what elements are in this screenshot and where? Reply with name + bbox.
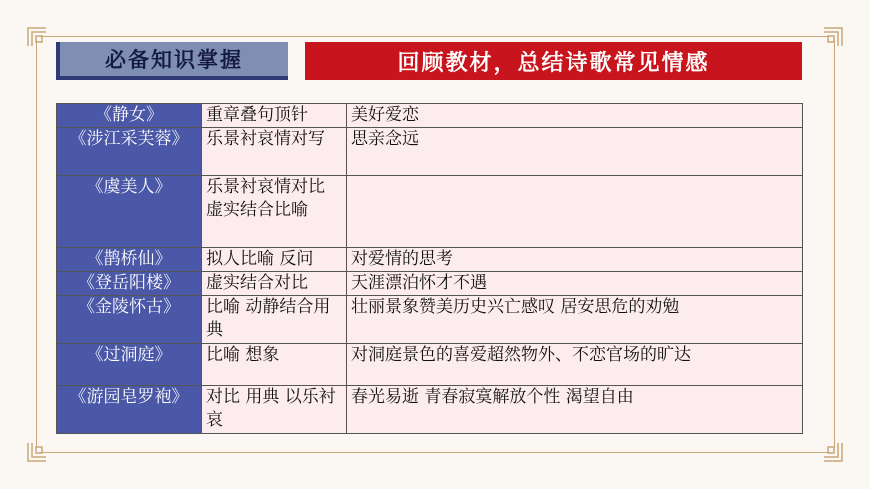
frame-right: [834, 40, 835, 448]
corner-ornament-bottom-right: [822, 441, 844, 463]
poem-title-cell: 《虞美人》: [57, 176, 202, 248]
poetry-table: [56, 103, 803, 434]
poem-title-cell: 《金陵怀古》: [57, 296, 202, 344]
poem-title-cell: 《静女》: [57, 104, 202, 128]
table-row: [57, 386, 803, 434]
frame-left: [36, 40, 37, 448]
corner-ornament-bottom-left: [26, 441, 48, 463]
table-row: [57, 344, 803, 386]
emotion-cell: 思亲念远: [347, 128, 803, 176]
table-row: [57, 248, 803, 272]
frame-top: [40, 36, 830, 37]
frame-bottom: [40, 452, 830, 453]
emotion-cell: 美好爱恋: [347, 104, 803, 128]
poem-title-cell: 《涉江采芙蓉》: [57, 128, 202, 176]
poem-title-cell: 《游园皂罗袍》: [57, 386, 202, 434]
table-row: [57, 176, 803, 248]
technique-cell: 乐景衬哀情对写: [202, 128, 347, 176]
technique-cell: 比喻 动静结合用典: [202, 296, 347, 344]
technique-cell: 对比 用典 以乐衬哀: [202, 386, 347, 434]
table-row: [57, 272, 803, 296]
emotion-cell: 春光易逝 青春寂寞解放个性 渴望自由: [347, 386, 803, 434]
emotion-cell: 对洞庭景色的喜爱超然物外、不恋官场的旷达: [347, 344, 803, 386]
poetry-table-container: [56, 103, 803, 434]
emotion-cell: 天涯漂泊怀才不遇: [347, 272, 803, 296]
technique-cell: 比喻 想象: [202, 344, 347, 386]
corner-ornament-top-right: [822, 26, 844, 48]
emotion-cell: 壮丽景象赞美历史兴亡感叹 居安思危的劝勉: [347, 296, 803, 344]
table-row: [57, 104, 803, 128]
poem-title-cell: 《过洞庭》: [57, 344, 202, 386]
section-label: 必备知识掌握: [56, 42, 288, 80]
emotion-cell: 对爱情的思考: [347, 248, 803, 272]
technique-cell: 乐景衬哀情对比 虚实结合比喻: [202, 176, 347, 248]
poem-title-cell: 《登岳阳楼》: [57, 272, 202, 296]
technique-cell: 重章叠句顶针: [202, 104, 347, 128]
table-row: [57, 296, 803, 344]
technique-cell: 虚实结合对比: [202, 272, 347, 296]
page-title-banner: 回顾教材，总结诗歌常见情感: [305, 42, 802, 80]
emotion-cell: [347, 176, 803, 248]
table-row: [57, 128, 803, 176]
corner-ornament-top-left: [26, 26, 48, 48]
poem-title-cell: 《鹊桥仙》: [57, 248, 202, 272]
technique-cell: 拟人比喻 反问: [202, 248, 347, 272]
